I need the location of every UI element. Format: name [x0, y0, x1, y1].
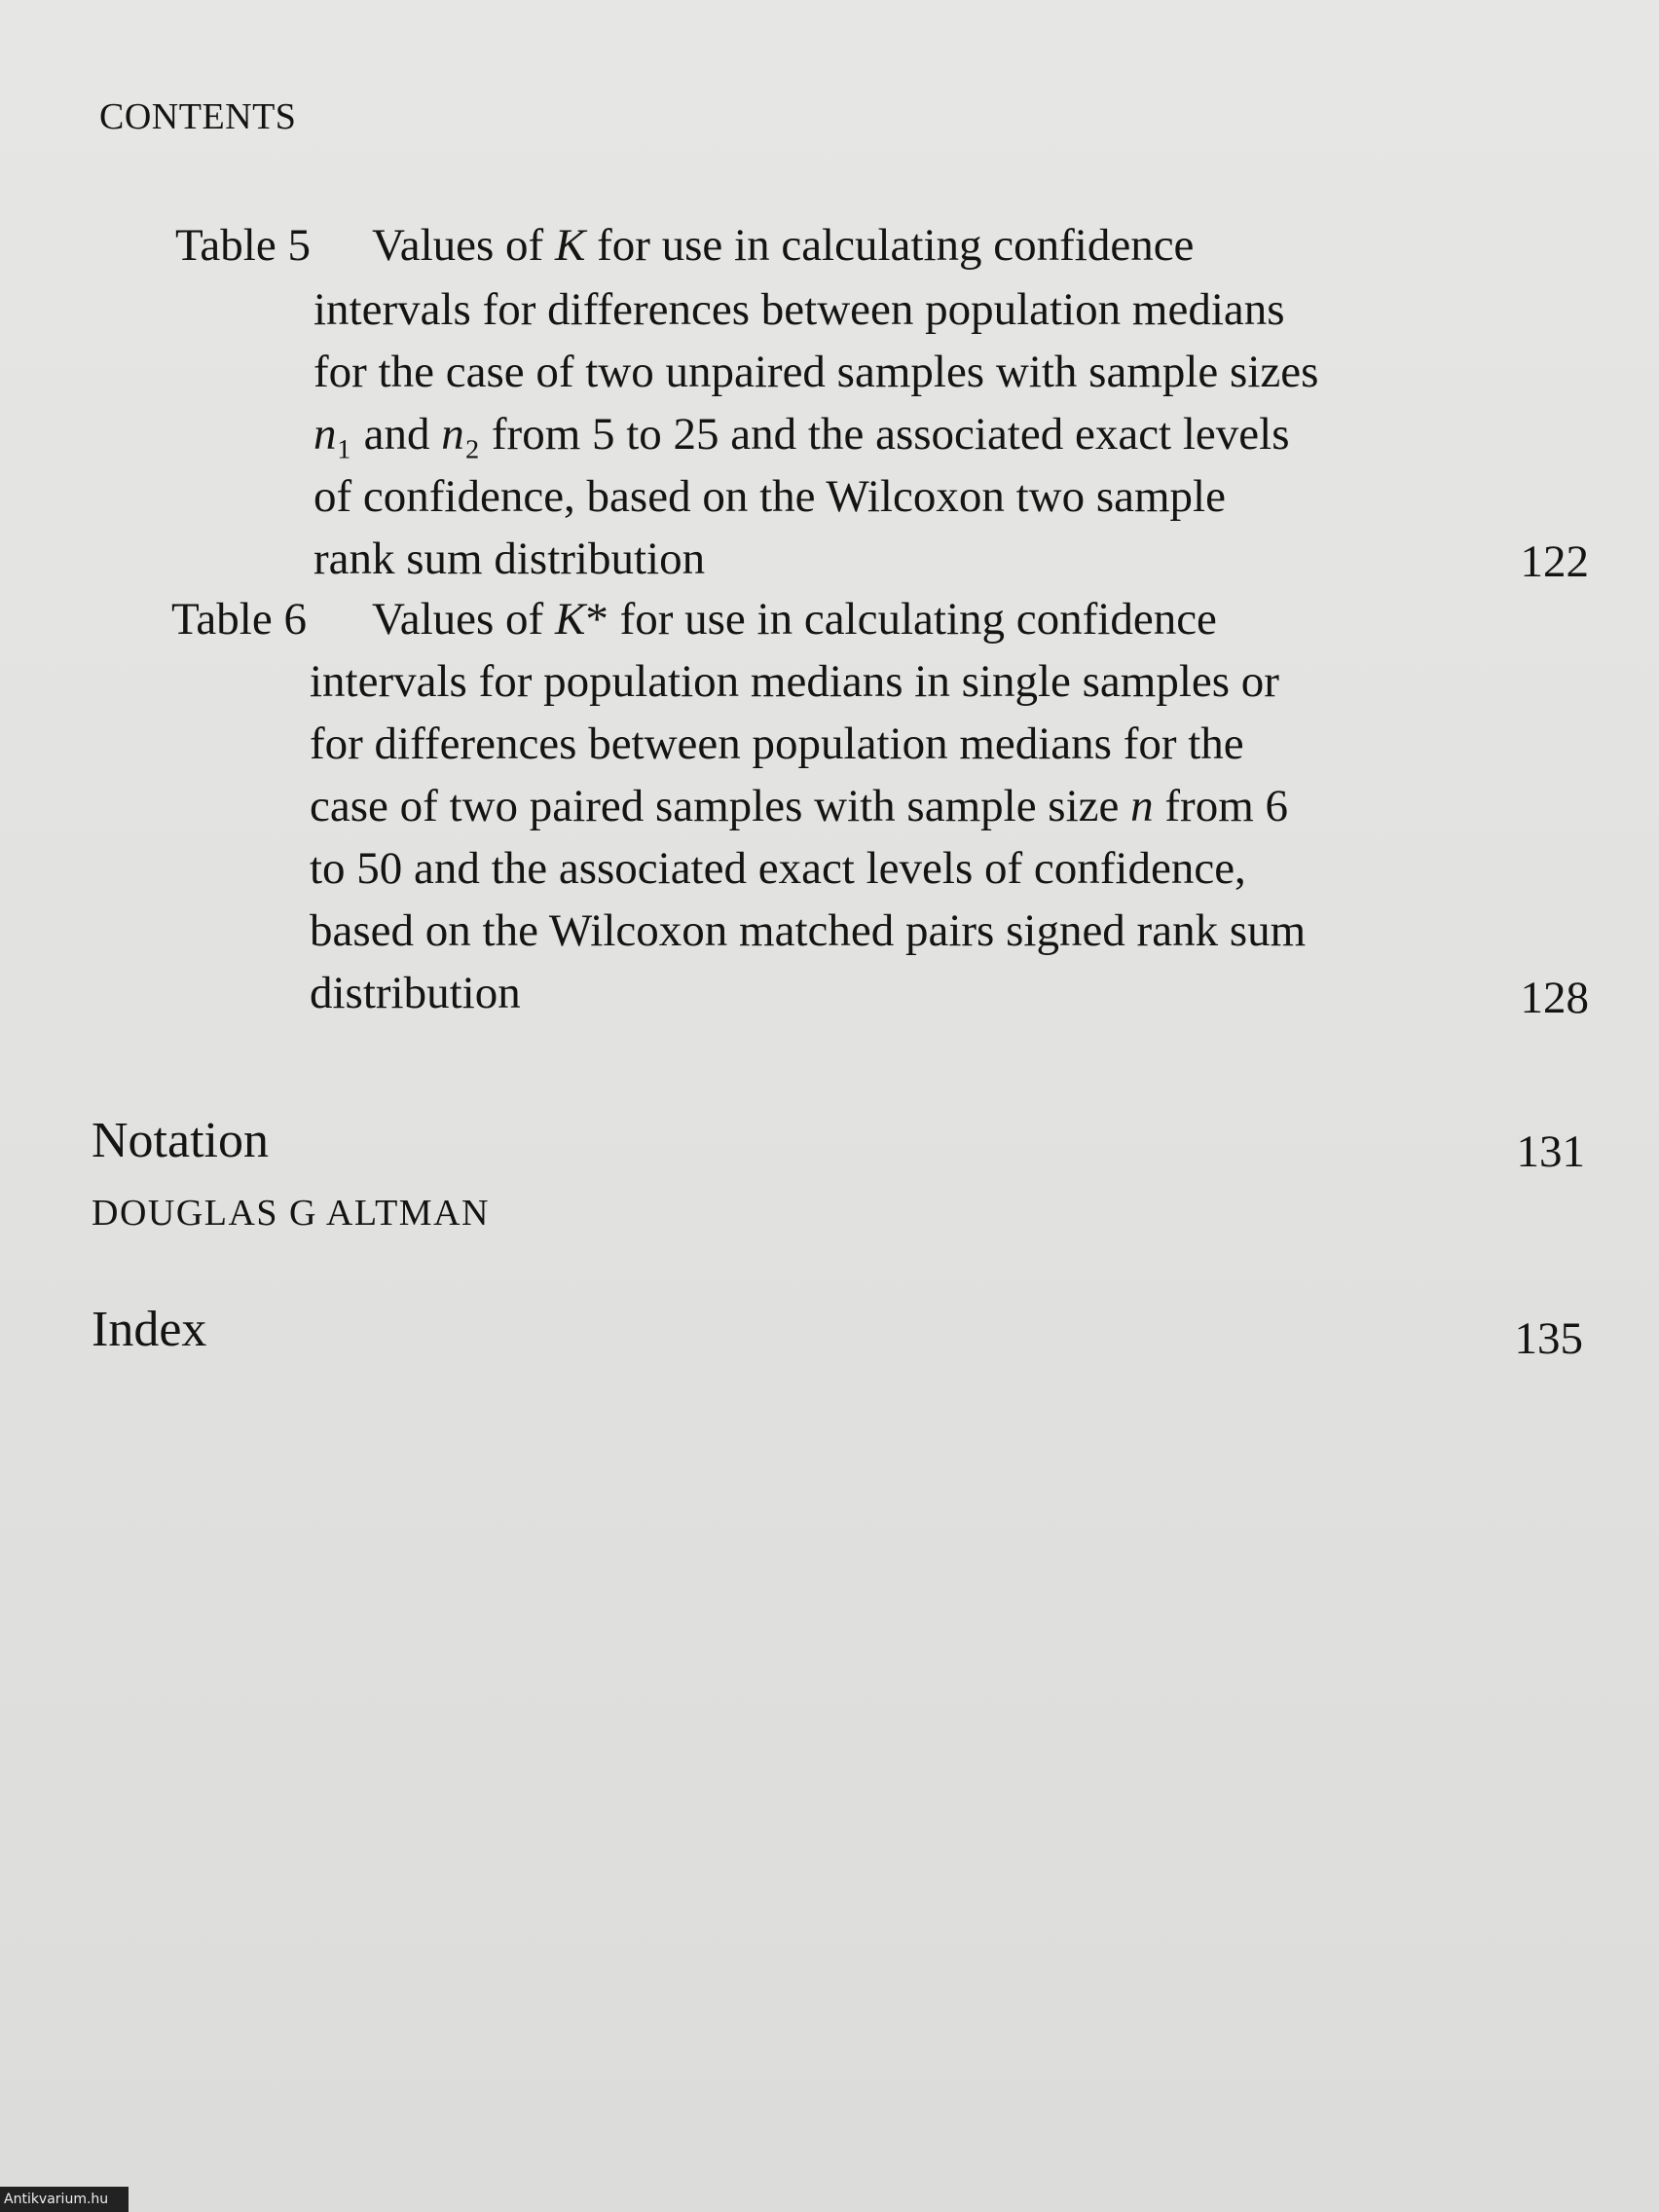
- toc-entry-text: [372, 588, 1217, 650]
- entry-line: distribution: [310, 968, 521, 1018]
- entry-line: to 50 and the associated exact levels of confidence,: [310, 843, 1246, 894]
- running-head: CONTENTS: [99, 96, 297, 137]
- entry-line: intervals for differences between population medians: [313, 284, 1285, 335]
- table-label: Table 5: [175, 220, 311, 271]
- entry-line: of confidence, based on the Wilcoxon two sample: [313, 471, 1226, 522]
- entry-line: for the case of two unpaired samples with sample sizes: [313, 347, 1319, 397]
- watermark-label: Antikvarium.hu: [0, 2187, 129, 2212]
- entry-line: based on the Wilcoxon matched pairs signed rank sum: [310, 905, 1307, 956]
- entry-line: intervals for population medians in single samples or: [310, 656, 1279, 707]
- toc-entry-text-continued: [310, 650, 1306, 1024]
- entry-line: rank sum distribution: [313, 534, 706, 584]
- page-number: 135: [1514, 1313, 1583, 1364]
- entry-line: case of two paired samples with sample size n from 6: [310, 781, 1289, 831]
- section-author: DOUGLAS G ALTMAN: [92, 1193, 490, 1234]
- entry-line: for differences between population medians for the: [310, 719, 1244, 769]
- table-label: Table 6: [171, 594, 307, 645]
- toc-entry-text: [372, 214, 1194, 276]
- section-title-notation: Notation: [92, 1113, 269, 1168]
- page-number: 131: [1516, 1126, 1585, 1177]
- entry-line: Values of K for use in calculating confidence: [372, 220, 1195, 271]
- page-number: 122: [1520, 536, 1589, 587]
- section-title-index: Index: [92, 1302, 207, 1357]
- entry-line: Values of K* for use in calculating confidence: [372, 594, 1217, 645]
- page-number: 128: [1520, 973, 1589, 1023]
- toc-entry-text-continued: [313, 278, 1318, 590]
- entry-line: n₁ and n₂ from 5 to 25 and the associated exact levels: [313, 409, 1290, 460]
